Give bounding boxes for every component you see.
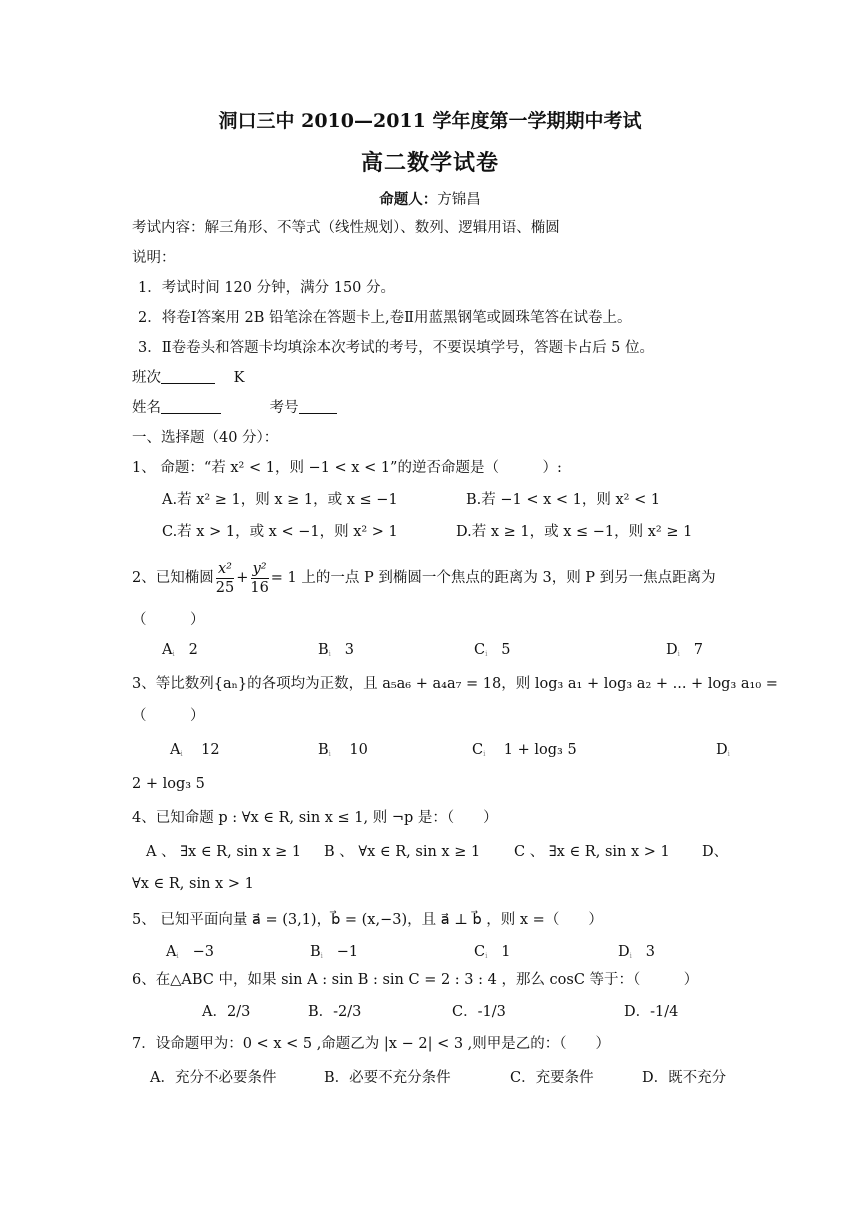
id-label: 考号: [269, 400, 299, 416]
question-6: 6、在△ABC 中，如果 sin A : sin B : sin C = 2 : 3 : 4 ，那么 cosC 等于：（ ）: [132, 972, 699, 988]
q6-option-c[interactable]: C．-1/3: [452, 1004, 506, 1020]
option-letter: C: [472, 742, 484, 758]
q2-frac1-num: x²: [217, 560, 232, 577]
q3-option-c[interactable]: Ci 1 + log₃ 5: [472, 742, 577, 758]
q4-option-d-label[interactable]: D、: [702, 844, 729, 860]
q5-option-a[interactable]: Ai −3: [166, 944, 214, 960]
q3-option-b[interactable]: Bi 10: [318, 742, 368, 758]
instruction-item: 1．考试时间 120 分钟，满分 150 分。: [138, 280, 396, 296]
option-letter: D: [618, 944, 630, 960]
q6-option-d[interactable]: D．-1/4: [624, 1004, 679, 1020]
q5-option-d[interactable]: Di 3: [618, 944, 655, 960]
option-value: −1: [336, 944, 359, 960]
option-value: 3: [645, 944, 655, 960]
q1-option-a[interactable]: A.若 x² ≥ 1，则 x ≥ 1，或 x ≤ −1: [162, 492, 398, 508]
option-value: −3: [192, 944, 214, 960]
id-blank[interactable]: [299, 399, 337, 414]
question-7: 7．设命题甲为：0 < x < 5 ,命题乙为 |x − 2| < 3 ,则甲是乙的：（ ）: [132, 1036, 611, 1052]
q7-option-d[interactable]: D．既不充分: [642, 1070, 727, 1086]
q4-option-d-value[interactable]: ∀x ∈ R, sin x > 1: [132, 876, 254, 892]
option-letter: D: [716, 742, 728, 758]
q6-option-b[interactable]: B．-2/3: [308, 1004, 362, 1020]
section-heading: 一、选择题（40 分）：: [132, 430, 279, 446]
q2-stem-post: = 1 上的一点 P 到椭圆一个焦点的距离为 3，则 P 到另一焦点距离为: [270, 570, 716, 586]
option-letter: C: [474, 944, 486, 960]
q2-option-a[interactable]: Ai 2: [162, 642, 198, 658]
option-letter: A: [166, 944, 177, 960]
q2-fraction-x: [216, 560, 234, 597]
class-blank[interactable]: [161, 369, 215, 384]
class-suffix: K: [233, 370, 245, 386]
option-value: 10: [349, 742, 368, 758]
exam-subtitle: 高二数学试卷: [360, 150, 499, 176]
name-blank[interactable]: [161, 399, 221, 414]
question-3: 3、等比数列{aₙ}的各项均为正数，且 a₅a₆ + a₄a₇ = 18，则 log₃ a₁ + log₃ a₂ + ... + log₃ a₁₀ =: [132, 676, 778, 692]
author-label: 命题人：: [379, 191, 438, 208]
author-line: [0, 188, 860, 209]
q1-option-d[interactable]: D.若 x ≥ 1，或 x ≤ −1，则 x² ≥ 1: [456, 524, 693, 540]
option-letter: B: [318, 742, 329, 758]
q4-option-b[interactable]: B 、 ∀x ∈ R, sin x ≥ 1: [324, 844, 481, 860]
option-letter: A: [170, 742, 181, 758]
option-value: 2: [188, 642, 198, 658]
option-letter: B: [310, 944, 321, 960]
option-value: 1: [501, 944, 511, 960]
q3-paren: （ ）: [132, 708, 205, 724]
q1-option-b[interactable]: B.若 −1 < x < 1，则 x² < 1: [466, 492, 661, 508]
instructions-label: 说明：: [132, 250, 176, 266]
q2-frac2-num: y²: [252, 560, 267, 577]
name-label: 姓名: [132, 400, 161, 416]
class-label: 班次: [132, 370, 161, 386]
q2-option-c[interactable]: Ci 5: [474, 642, 511, 658]
author-name: 方锦昌: [437, 192, 481, 208]
question-4: 4、已知命题 p : ∀x ∈ R, sin x ≤ 1, 则 ¬p 是：（ ）: [132, 810, 498, 826]
q7-option-a[interactable]: A．充分不必要条件: [150, 1070, 277, 1086]
question-1: 1、 命题：“若 x² < 1，则 −1 < x < 1”的逆否命题是（ ）:: [132, 460, 562, 476]
q4-option-c[interactable]: C 、 ∃x ∈ R, sin x > 1: [514, 844, 670, 860]
class-field: [132, 368, 244, 388]
option-value: 5: [501, 642, 511, 658]
option-value: 1 + log₃ 5: [503, 742, 577, 758]
option-value: 12: [201, 742, 220, 758]
exam-title: 洞口三中 2010—2011 学年度第一学期期中考试: [218, 110, 642, 132]
option-letter: C: [474, 642, 486, 658]
option-letter: A: [162, 642, 173, 658]
q2-option-d[interactable]: Di 7: [666, 642, 703, 658]
option-letter: D: [666, 642, 678, 658]
q7-option-b[interactable]: B．必要不充分条件: [324, 1070, 451, 1086]
q1-option-c[interactable]: C.若 x > 1，或 x < −1，则 x² > 1: [162, 524, 398, 540]
q2-option-b[interactable]: Bi 3: [318, 642, 354, 658]
q3-option-d-letter[interactable]: Di: [716, 742, 730, 758]
question-5: 5、 已知平面向量 a⃗ = (3,1)，b⃗ = (x,−3)，且 a⃗ ⊥ b⃗ ，则 x =（ ）: [132, 912, 603, 928]
question-2: 2、已知椭圆 $\frac{\text{x²}}{25}$ + $\frac{\text{y²}}{16}$ = 1 上的一点 P 到椭圆一个焦点的距离为 3，则 P 到另一焦点距离为: [132, 560, 716, 596]
q6-option-a[interactable]: A．2/3: [202, 1004, 251, 1020]
q5-option-c[interactable]: Ci 1: [474, 944, 511, 960]
q5-option-b[interactable]: Bi −1: [310, 944, 359, 960]
q2-stem-pre: 2、已知椭圆: [132, 570, 214, 586]
q2-fraction-y: [250, 560, 268, 597]
q2-paren: （ ）: [132, 612, 205, 628]
instruction-item: 3．Ⅱ卷卷头和答题卡均填涂本次考试的考号，不要误填学号，答题卡占后 5 位。: [138, 340, 655, 356]
q3-option-d-value[interactable]: 2 + log₃ 5: [132, 776, 205, 792]
option-letter: B: [318, 642, 329, 658]
option-value: 3: [344, 642, 354, 658]
name-field: [132, 398, 337, 418]
instruction-item: 2．将卷Ⅰ答案用 2B 铅笔涂在答题卡上,卷Ⅱ用蓝黑钢笔或圆珠笔答在试卷上。: [138, 310, 632, 326]
exam-content: 考试内容：解三角形、不等式（线性规划）、数列、逻辑用语、椭圆: [132, 220, 560, 236]
q7-option-c[interactable]: C．充要条件: [510, 1070, 594, 1086]
option-value: 7: [693, 642, 703, 658]
q4-option-a[interactable]: A 、 ∃x ∈ R, sin x ≥ 1: [146, 844, 302, 860]
q3-option-a[interactable]: Ai 12: [170, 742, 220, 758]
q2-frac2-den: 16: [250, 579, 269, 596]
q2-frac1-den: 25: [215, 579, 235, 596]
